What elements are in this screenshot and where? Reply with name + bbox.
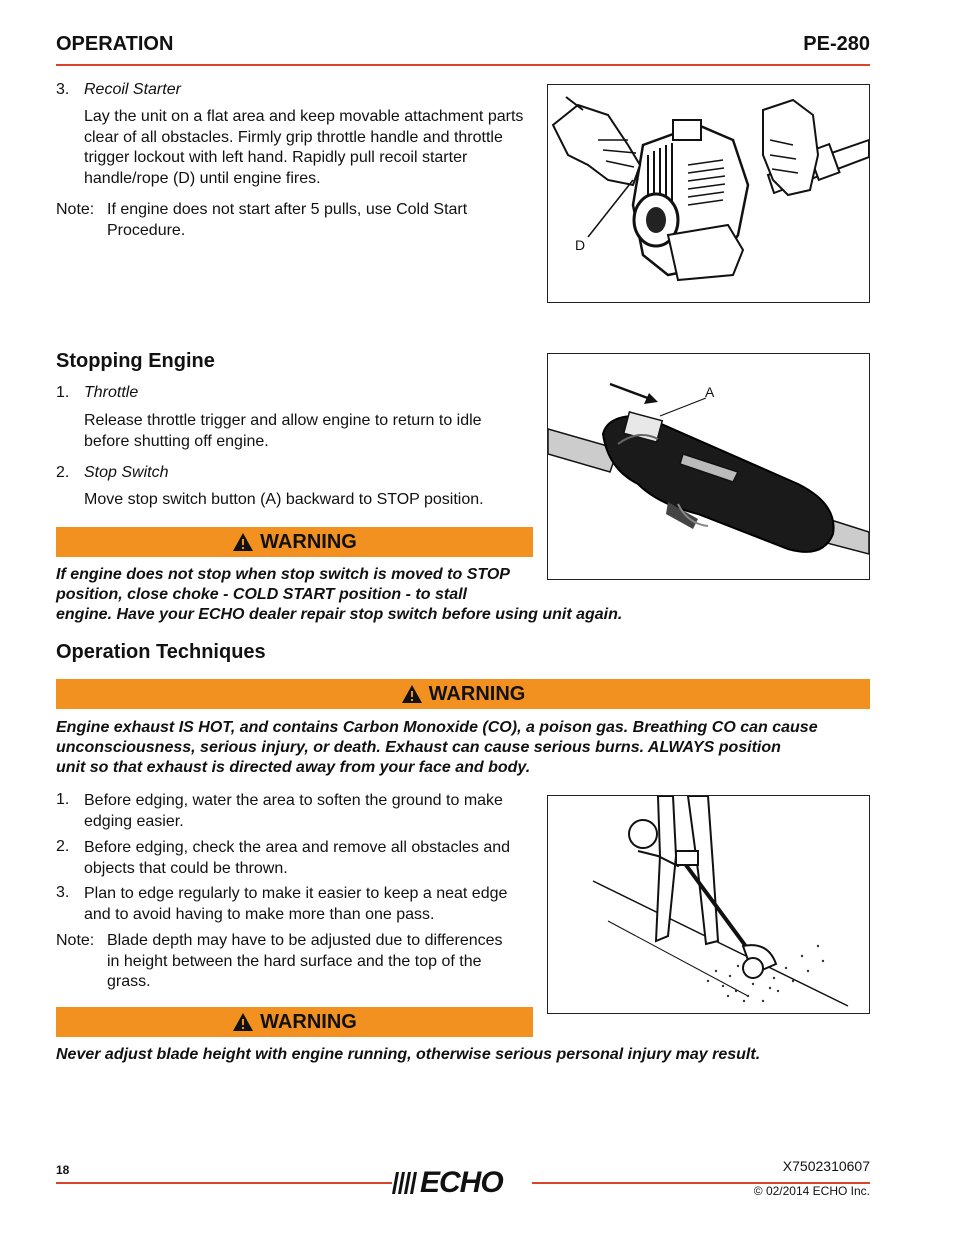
stop-switch-paragraph: Move stop switch button (A) backward to STOP position. — [84, 491, 484, 508]
warning-text — [56, 718, 876, 778]
text-line: position, close choke - COLD START position - to stall — [56, 586, 467, 603]
list-item — [84, 884, 544, 925]
copyright: © 02/2014 ECHO Inc. — [753, 1184, 870, 1198]
note-label: Note: — [56, 932, 95, 949]
item-number: 1. — [56, 384, 70, 401]
text-line: Before edging, water the area to soften the ground to make — [84, 792, 503, 809]
text-line: handle/rope (D) until engine fires. — [84, 169, 321, 187]
section-title: OPERATION — [56, 33, 174, 55]
recoil-paragraph — [84, 107, 544, 189]
text-line: Engine exhaust IS HOT, and contains Carbon Monoxide (CO), a poison gas. Breathing CO can cause — [56, 719, 818, 736]
text-line: objects that could be thrown. — [84, 859, 288, 877]
warning-text — [56, 565, 696, 625]
text-line: unconsciousness, serious injury, or death. Exhaust can cause serious burns. ALWAYS position — [56, 739, 781, 756]
warning-label: WARNING — [428, 682, 526, 705]
warning-triangle-icon — [401, 684, 423, 704]
note-text — [107, 200, 527, 241]
text-line: in height between the hard surface and the top of the — [107, 952, 482, 970]
page-number: 18 — [56, 1163, 70, 1177]
warning-banner — [56, 679, 870, 709]
throttle-paragraph — [84, 411, 544, 452]
warning-text: Never adjust blade height with engine running, otherwise serious personal injury may result. — [56, 1046, 761, 1063]
text-line: Blade depth may have to be adjusted due to differences — [107, 932, 503, 949]
warning-banner — [56, 527, 533, 557]
text-line: Procedure. — [107, 221, 186, 239]
text-line: If engine does not start after 5 pulls, use Cold Start — [107, 201, 468, 218]
text-line: If engine does not stop when stop switch is moved to STOP — [56, 566, 510, 583]
warning-banner — [56, 1007, 533, 1037]
text-line: grass. — [107, 973, 151, 990]
text-line: trigger lockout with left hand. Rapidly pull recoil starter — [84, 149, 468, 166]
item-number: 3. — [56, 884, 70, 901]
footer-rule-left — [56, 1182, 392, 1184]
edging-figure — [547, 795, 870, 1014]
text-line: clear of all obstacles. Firmly grip throttle handle and throttle — [84, 128, 503, 146]
section-heading-stopping-engine: Stopping Engine — [56, 350, 215, 372]
item-number: 3. — [56, 81, 70, 98]
logo-stripes-icon — [392, 1170, 418, 1196]
text-line: unit so that exhaust is directed away from your face and body. — [56, 759, 531, 776]
section-heading-operation-techniques: Operation Techniques — [56, 641, 266, 663]
item-title: Recoil Starter — [84, 81, 181, 98]
warning-triangle-icon — [232, 532, 254, 552]
list-item — [84, 838, 544, 879]
text-line: Plan to edge regularly to make it easier to keep a neat edge — [84, 885, 508, 902]
item-title: Throttle — [84, 384, 139, 401]
recoil-starter-figure — [547, 84, 870, 303]
logo-text: ECHO — [420, 1166, 503, 1199]
model-number: PE-280 — [803, 33, 870, 55]
warning-label: WARNING — [260, 530, 357, 553]
echo-logo — [392, 1168, 532, 1198]
figure-label-a: A — [705, 384, 715, 400]
item-number: 2. — [56, 464, 70, 481]
note-text — [107, 931, 537, 993]
figure-label-d: D — [575, 237, 586, 253]
list-item — [84, 791, 544, 832]
item-number: 2. — [56, 838, 70, 855]
text-line: Lay the unit on a flat area and keep movable attachment parts — [84, 108, 524, 125]
text-line: edging easier. — [84, 812, 184, 830]
note-label: Note: — [56, 201, 95, 218]
header-rule — [56, 64, 870, 66]
stop-switch-figure — [547, 353, 870, 580]
warning-label: WARNING — [260, 1010, 357, 1033]
document-number: X7502310607 — [782, 1158, 870, 1174]
text-line: Before edging, check the area and remove all obstacles and — [84, 839, 511, 856]
text-line: before shutting off engine. — [84, 432, 269, 450]
engine-illustration — [548, 85, 869, 302]
item-number: 1. — [56, 791, 70, 808]
person-edging-illustration — [548, 796, 869, 1013]
item-title: Stop Switch — [84, 464, 169, 481]
text-line: and to avoid having to make more than one pass. — [84, 905, 435, 923]
warning-triangle-icon — [232, 1012, 254, 1032]
text-line: engine. Have your ECHO dealer repair stop switch before using unit again. — [56, 606, 623, 623]
text-line: Release throttle trigger and allow engine to return to idle — [84, 412, 482, 429]
